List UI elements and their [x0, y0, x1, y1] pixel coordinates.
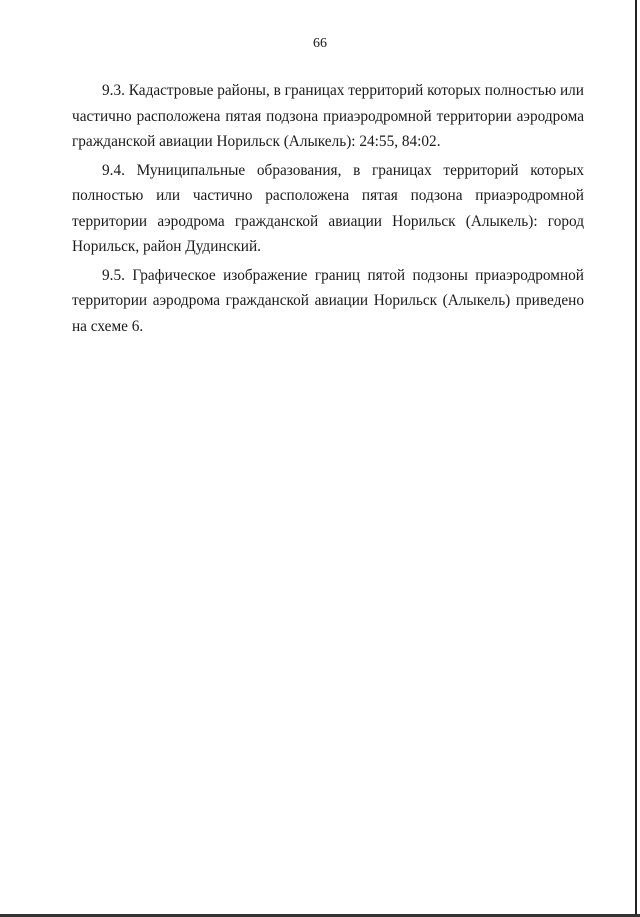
document-body	[72, 78, 584, 342]
scan-edge-right	[635, 0, 637, 917]
paragraph-9-4: 9.4. Муниципальные образования, в границах территорий которых полностью или частично расположена пятая подзона приаэродромной территории аэродрома гражданской авиации Норильск (Алыкель): город Норильск, район Дудинский.	[72, 161, 584, 255]
page-number: 66	[313, 36, 327, 51]
paragraph-9-3: 9.3. Кадастровые районы, в границах территорий которых полностью или частично расположена пятая подзона приаэродромной территории аэродрома гражданской авиации Норильск (Алыкель): 24:55, 84:02.	[72, 82, 584, 150]
paragraph-9-5: 9.5. Графическое изображение границ пятой подзоны приаэродромной территории аэродрома гражданской авиации Норильск (Алыкель) приведено на схеме 6.	[72, 266, 584, 335]
